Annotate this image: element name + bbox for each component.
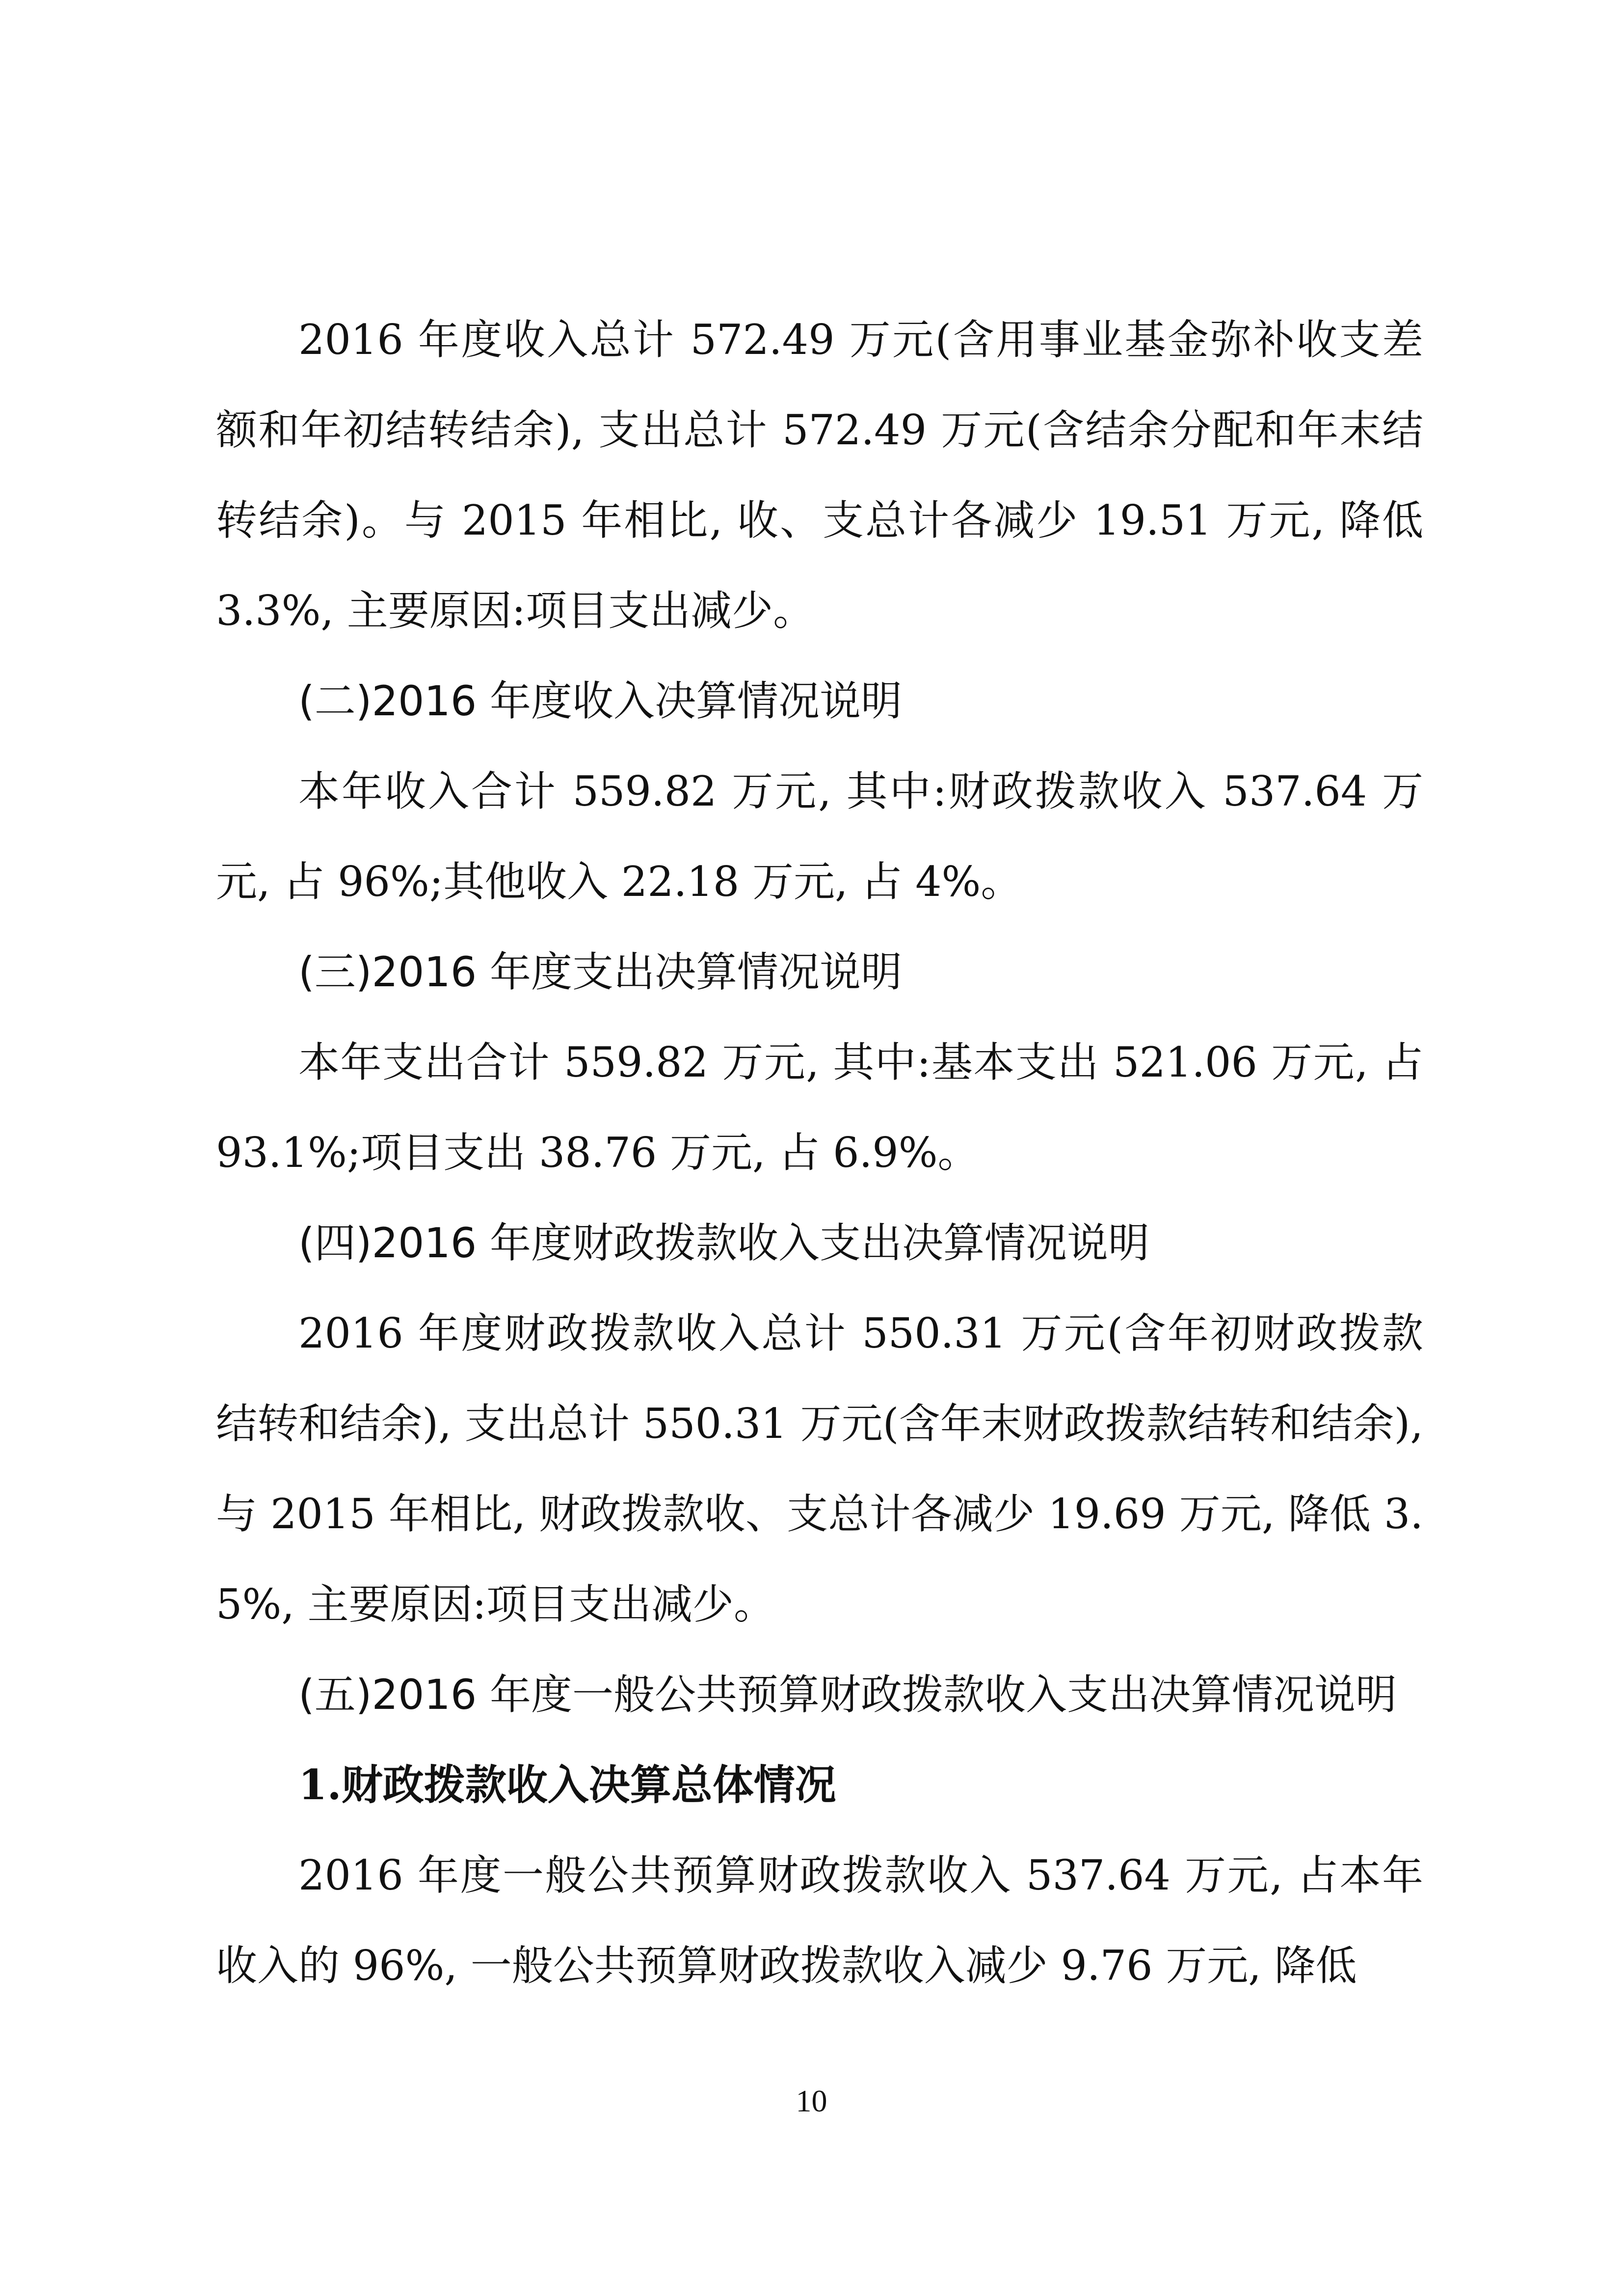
paragraph-general-budget-income: 2016 年度一般公共预算财政拨款收入 537.64 万元, 占本年收入的 96%, 一般公共预算财政拨款收入减少 9.76 万元, 降低	[216, 1851, 1423, 1990]
section-heading-general-budget: (五)2016 年度一般公共预算财政拨款收入支出决算情况说明	[298, 1671, 1397, 1719]
paragraph-expenditure-details: 本年支出合计 559.82 万元, 其中:基本支出 521.06 万元, 占 93.1%;项目支出 38.76 万元, 占 6.9%。	[216, 1038, 1423, 1177]
paragraph-total-income-expenditure: 2016 年度收入总计 572.49 万元(含用事业基金弥补收支差额和年初结转结余), 支出总计 572.49 万元(含结余分配和年末结转结余)。与 2015 年相比, 收、支总计各减少 19.51 万元, 降低 3.3%, 主要原因:项目支出减少。	[216, 316, 1423, 635]
paragraph-income-details: 本年收入合计 559.82 万元, 其中:财政拨款收入 537.64 万元, 占 96%;其他收入 22.18 万元, 占 4%。	[216, 767, 1423, 906]
document-body	[216, 295, 1423, 2011]
paragraph-fiscal-appropriation-details: 2016 年度财政拨款收入总计 550.31 万元(含年初财政拨款结转和结余), 支出总计 550.31 万元(含年末财政拨款结转和结余), 与 2015 年相比, 财政拨款收、支总计各减少 19.69 万元, 降低 3.5%, 主要原因:项目支出减少。	[216, 1309, 1423, 1628]
section-heading-income: (二)2016 年度收入决算情况说明	[298, 677, 903, 725]
subsection-heading-overall: 1.财政拨款收入决算总体情况	[298, 1760, 836, 1809]
section-heading-expenditure: (三)2016 年度支出决算情况说明	[298, 948, 903, 996]
section-heading-fiscal-appropriation: (四)2016 年度财政拨款收入支出决算情况说明	[298, 1219, 1150, 1267]
page-number: 10	[796, 2083, 827, 2118]
